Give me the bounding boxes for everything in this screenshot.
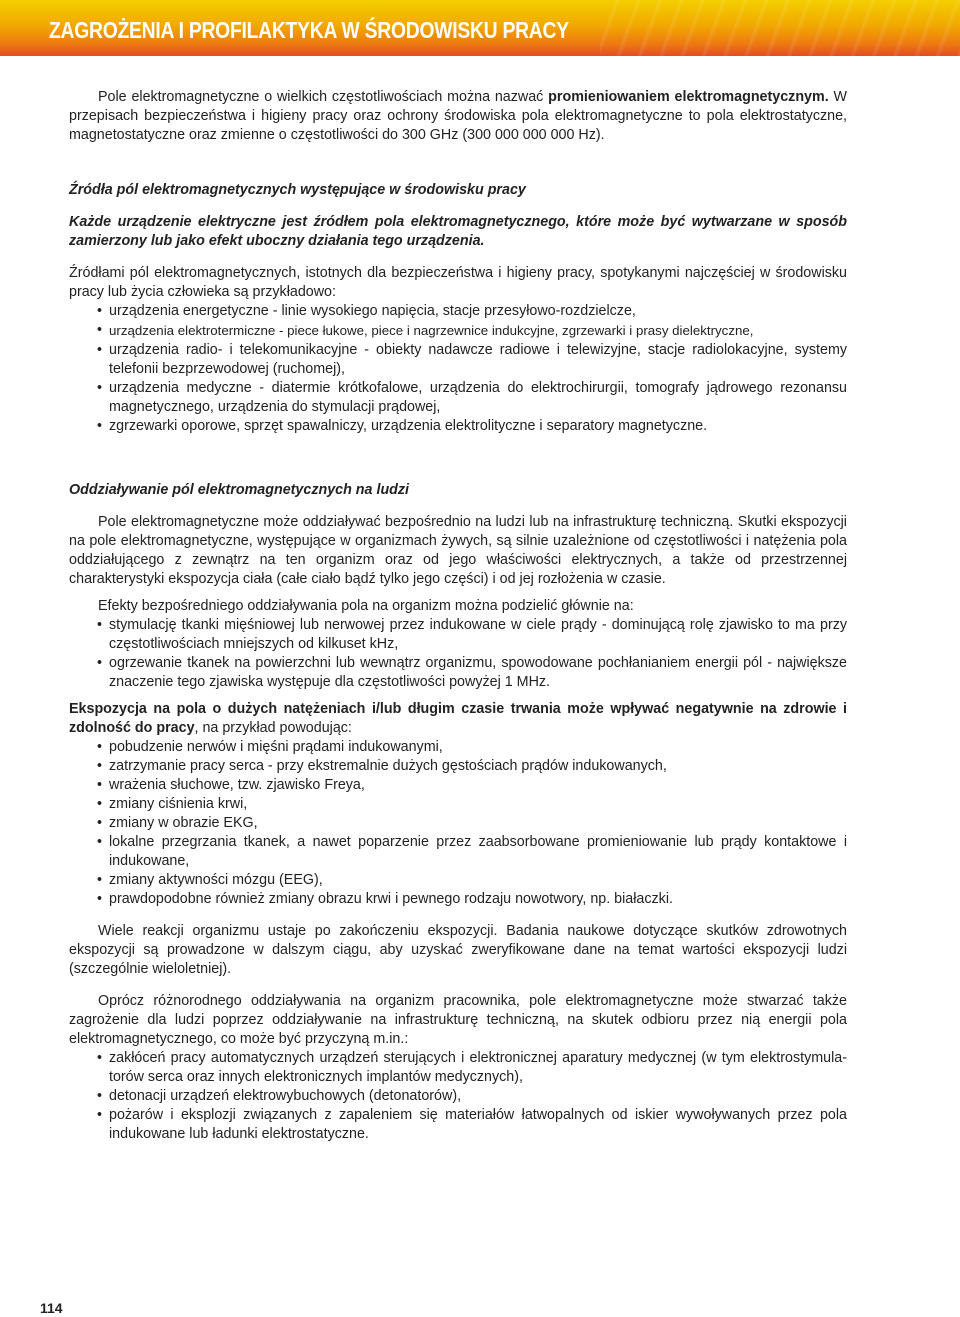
list-item-text: zatrzymanie pracy serca - przy ekstremalnie dużych gęstościach prądów indukowanych, [109, 758, 667, 774]
intro-lead: Pole elektromagnetyczne o wielkich częstotliwościach można nazwać [98, 89, 549, 105]
list-item [69, 871, 847, 890]
list-item [69, 341, 847, 379]
list-item [69, 814, 847, 833]
list-item-text: zmiany ciśnienia krwi, [109, 796, 248, 812]
list-item [69, 1087, 847, 1106]
list-item-text: pożarów i eksplozji związanych z zapaleniem się materiałów łatwopalnych od iskier wywoływanych przez pola indukowane lub ładunki elektrostatyczne. [109, 1107, 847, 1142]
list-item-text: zakłóceń pracy automatycznych urządzeń sterujących i elektronicznej aparatury medycznej (w tym elektrostymula-torów serca oraz innych elektronicznych implantów medycznych), [109, 1050, 847, 1085]
sources-intro: Źródłami pól elektromagnetycznych, istotnych dla bezpieczeństwa i higieny pracy, spotykanymi najczęściej w środowisku pracy lub życia człowieka są przykładowo: [69, 265, 847, 300]
document-body [69, 88, 847, 1144]
list-item [69, 417, 847, 436]
list-item-text: urządzenia elektrotermiczne - piece łukowe, piece i nagrzewnice indukcyjne, zgrzewarki i prasy dielektryczne, [109, 323, 754, 338]
list-item-text: prawdopodobne również zmiany obrazu krwi i pewnego rodzaju nowotwory, np. białaczki. [109, 891, 673, 907]
list-item-text: wrażenia słuchowe, tzw. zjawisko Freya, [109, 777, 365, 793]
list-item-text: urządzenia radio- i telekomunikacyjne - obiekty nadawcze radiowe i telewizyjne, stacje radiolokacyjne, systemy telefonii bezprzewodowej (ruchomej), [109, 342, 847, 377]
exposure-list [69, 738, 847, 909]
list-item-text: urządzenia energetyczne - linie wysokiego napięcia, stacje przesyłowo-rozdzielcze, [109, 303, 636, 319]
sources-lead: Każde urządzenie elektryczne jest źródłem pola elektromagnetycznego, które może być wytwarzane w sposób zamierzony lub jako efekt uboczny działania tego urządzenia. [69, 214, 847, 249]
list-item [69, 616, 847, 654]
list-item-text: zgrzewarki oporowe, sprzęt spawalniczy, urządzenia elektrolityczne i separatory magnetyczne. [109, 418, 708, 434]
infrastructure-paragraph: Oprócz różnorodnego oddziaływania na organizm pracownika, pole elektromagnetyczne może stwarzać także zagrożenie dla ludzi poprzez oddziaływanie na infrastrukturę techniczną, na skutek odbioru przez nią energii pola elektromagnetycznego, co może być przyczyną m.in.: [69, 993, 847, 1047]
effects-paragraph: Pole elektromagnetyczne może oddziaływać bezpośrednio na ludzi lub na infrastrukturę techniczną. Skutki ekspozycji na pole elektromagnetyczne, występujące w organizmach żywych, są silnie uzależnione od częstotliwości i natężenia pola oddziałującego z zewnątrz na ten organizm oraz od jego właściwości elektrycznych, a także od przestrzennej charakterystyki ekspozycja ciała (całe ciało bądź tylko jego części) i od jej rozłożenia w czasie. [69, 514, 847, 587]
sources-list [69, 302, 847, 436]
list-item-text: zmiany w obrazie EKG, [109, 815, 258, 831]
list-item [69, 833, 847, 871]
section-heading-effects: Oddziaływanie pól elektromagnetycznych na ludzi [69, 482, 410, 498]
list-item [69, 776, 847, 795]
page-header-band [0, 0, 960, 56]
effects-list [69, 616, 847, 692]
effects-intro: Efekty bezpośredniego oddziaływania pola na organizm można podzielić głównie na: [98, 598, 634, 614]
list-item [69, 757, 847, 776]
list-item [69, 302, 847, 321]
page-number: 114 [40, 1300, 63, 1316]
list-item-text: stymulację tkanki mięśniowej lub nerwowej przez indukowane w ciele prądy - dominującą rolę zjawisko to ma przy częstotliwościach mniejszych od kilkuset kHz, [109, 617, 847, 652]
infrastructure-list [69, 1049, 847, 1144]
list-item [69, 1106, 847, 1144]
exposure-paragraph [69, 700, 847, 738]
list-item-text: detonacji urządzeń elektrowybuchowych (detonatorów), [109, 1088, 462, 1104]
intro-rest: W przepisach bezpieczeństwa i higieny pracy oraz ochrony środowiska pola elektromagnetyczne to pola elektrostatyczne, magnetostatyczne oraz zmienne o częstotliwości do 300 GHz (300 000 000 000 Hz). [69, 89, 848, 143]
list-item [69, 654, 847, 692]
exposure-bold: Ekspozycja na pola o dużych natężeniach i/lub długim czasie trwania może wpływać negatywnie na zdrowie i zdolność do pracy [69, 701, 847, 736]
intro-paragraph [69, 88, 847, 145]
list-item [69, 379, 847, 417]
exposure-rest: , na przykład powodując: [194, 720, 352, 736]
list-item [69, 795, 847, 814]
intro-bold-term: promieniowaniem elektromagnetycznym. [548, 89, 829, 105]
list-item-text: lokalne przegrzania tkanek, a nawet poparzenie przez zaabsorbowane promieniowanie lub prądy kontaktowe i indukowane, [109, 834, 847, 869]
list-item-text: urządzenia medyczne - diatermie krótkofalowe, urządzenia do elektrochirurgii, tomografy jądrowego rezonansu magnetycznego, urządzenia do stymulacji prądowej, [109, 380, 847, 415]
list-item [69, 1049, 847, 1087]
list-item-text: pobudzenie nerwów i mięśni prądami indukowanymi, [109, 739, 443, 755]
list-item-text: ogrzewanie tkanek na powierzchni lub wewnątrz organizmu, spowodowane pochłanianiem energii pól - największe znaczenie tego zjawiska występuje dla częstotliwości powyżej 1 MHz. [109, 655, 847, 690]
reactions-paragraph: Wiele reakcji organizmu ustaje po zakończeniu ekspozycji. Badania naukowe dotyczące skutków zdrowotnych ekspozycji są prowadzone w dalszym ciągu, aby uzyskać zweryfikowane dane na temat wartości ekspozycji ludzi (szczególnie wieloletniej). [69, 923, 847, 977]
list-item [69, 890, 847, 909]
section-heading-sources: Źródła pól elektromagnetycznych występujące w środowisku pracy [69, 182, 526, 198]
page-header-title: ZAGROŻENIA I PROFILAKTYKA W ŚRODOWISKU PRACY [49, 17, 569, 43]
list-item [69, 738, 847, 757]
list-item-text: zmiany aktywności mózgu (EEG), [109, 872, 323, 888]
list-item [69, 321, 847, 341]
